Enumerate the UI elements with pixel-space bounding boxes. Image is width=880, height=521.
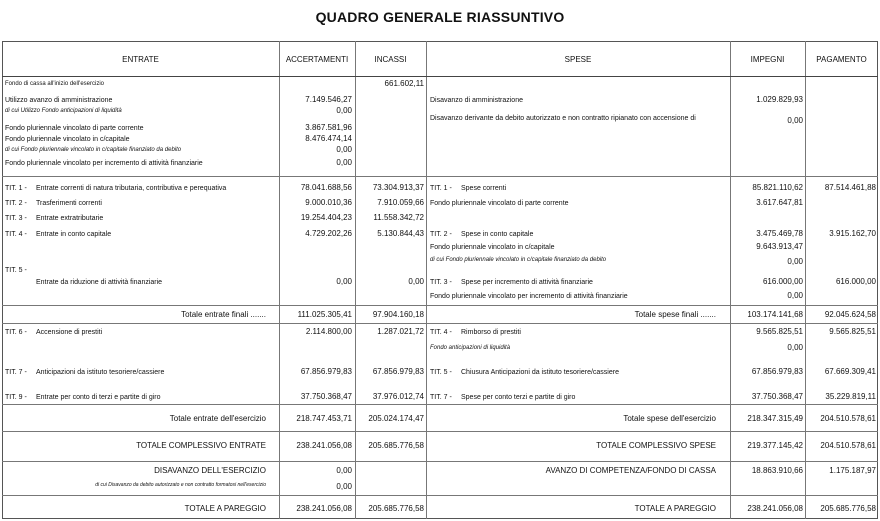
entrate-code: TIT. 9 - [5,394,27,401]
totale-complessivo-spese-label: TOTALE COMPLESSIVO SPESE [596,441,716,450]
spese-pagamento: 87.514.461,88 [824,183,876,192]
totale-spese-esercizio-label: Totale spese dell'esercizio [623,414,716,423]
spese-code: TIT. 1 - [430,185,452,192]
spese-impegni: 18.863.910,66 [751,466,803,475]
entrate-accertamenti: 238.241.056,08 [296,441,352,450]
spese-impegni: 219.377.145,42 [747,441,803,450]
spese-impegni: 0,00 [787,343,803,352]
entrate-incassi: 205.685.776,58 [368,441,424,450]
totale-entrate-finali-label: Totale entrate finali ....... [181,310,266,319]
spese-pagamento: 92.045.624,58 [824,310,876,319]
entrate-accertamenti: 0,00 [336,277,352,286]
spese-impegni: 1.029.829,93 [756,95,803,104]
spese-code: TIT. 7 - [430,394,452,401]
spese-label: Disavanzo derivante da debito autorizzato e non contratto ripianato con accensione di [430,115,696,122]
entrate-incassi: 7.910.059,66 [377,198,424,207]
spese-label: Fondo pluriennale vincolato di parte corrente [430,200,569,207]
spese-pagamento: 67.669.309,41 [824,367,876,376]
entrate-label: Utilizzo avanzo di amministrazione [5,97,113,104]
entrate-accertamenti: 238.241.056,08 [296,504,352,513]
entrate-code: TIT. 5 - [5,267,27,274]
header-pagamento: PAGAMENTO [816,55,867,64]
entrate-incassi: 1.287.021,72 [377,327,424,336]
spese-impegni: 3.475.469,78 [756,229,803,238]
disavanzo-esercizio-label: DISAVANZO DELL'ESERCIZIO [154,466,266,475]
spese-impegni: 218.347.315,49 [747,414,803,423]
spese-label: Fondo pluriennale vincolato per incremento di attività finanziarie [430,293,628,300]
entrate-incassi: 205.685.776,58 [368,504,424,513]
spese-label: Fondo anticipazioni di liquidità [430,345,511,351]
totale-pareggio-spese-label: TOTALE A PAREGGIO [634,504,716,513]
entrate-accertamenti: 3.867.581,96 [305,123,352,132]
entrate-incassi: 5.130.844,43 [377,229,424,238]
totale-complessivo-entrate-label: TOTALE COMPLESSIVO ENTRATE [136,441,266,450]
entrate-incassi: 73.304.913,37 [372,183,424,192]
entrate-accertamenti: 19.254.404,23 [300,213,352,222]
spese-impegni: 3.617.647,81 [756,198,803,207]
entrate-accertamenti: 7.149.546,27 [305,95,352,104]
entrate-accertamenti: 78.041.688,56 [300,183,352,192]
spese-impegni: 0,00 [787,291,803,300]
spese-label: Spese per conto terzi e partite di giro [461,394,576,401]
avanzo-competenza-label: AVANZO DI COMPETENZA/FONDO DI CASSA [545,466,716,475]
spese-pagamento: 616.000,00 [835,277,876,286]
spese-code: TIT. 4 - [430,329,452,336]
entrate-label: Fondo pluriennale vincolato in c/capitale [5,136,130,143]
spese-impegni: 9.565.825,51 [756,327,803,336]
entrate-accertamenti: 9.000.010,36 [305,198,352,207]
totale-spese-finali-label: Totale spese finali ....... [634,310,716,319]
entrate-accertamenti: 4.729.202,26 [305,229,352,238]
spese-impegni: 37.750.368,47 [751,392,803,401]
entrate-label: Fondo pluriennale vincolato di parte corrente [5,125,144,132]
entrate-label: Accensione di prestiti [36,329,103,336]
entrate-label: Fondo di cassa all'inizio dell'esercizio [5,81,105,87]
row-divider [2,176,878,177]
spese-impegni: 85.821.110,62 [752,183,803,192]
spese-label: Spese in conto capitale [461,231,534,238]
entrate-accertamenti: 0,00 [336,158,352,167]
entrate-accertamenti: 37.750.368,47 [300,392,352,401]
entrate-accertamenti: 8.476.474,14 [305,134,352,143]
row-divider [2,305,878,306]
entrate-label: Trasferimenti correnti [36,200,102,207]
entrate-incassi: 67.856.979,83 [372,367,424,376]
entrate-code: TIT. 4 - [5,231,27,238]
spese-pagamento: 1.175.187,97 [829,466,876,475]
spese-impegni: 103.174.141,68 [747,310,803,319]
entrate-label: Anticipazioni da istituto tesoriere/cassiere [36,369,165,376]
entrate-label: Fondo pluriennale vincolato per incremento di attività finanziarie [5,160,203,167]
entrate-accertamenti: 0,00 [336,106,352,115]
spese-pagamento: 205.685.776,58 [820,504,876,513]
spese-label: Chiusura Anticipazioni da istituto tesoriere/cassiere [461,369,619,376]
spese-impegni: 67.856.979,83 [751,367,803,376]
row-divider [2,461,878,462]
spese-code: TIT. 3 - [430,279,452,286]
entrate-accertamenti: 111.025.305,41 [297,310,352,319]
spese-code: TIT. 2 - [430,231,452,238]
entrate-label: Entrate extratributarie [36,215,104,222]
entrate-incassi: 37.976.012,74 [372,392,424,401]
spese-label: di cui Fondo pluriennale vincolato in c/capitale finanziato da debito [430,257,607,263]
disavanzo-di-cui-label: di cui Disavanzo da debito autorizzato e non contratto formatosi nell'esercizio [95,482,266,488]
spese-pagamento: 204.510.578,61 [820,441,876,450]
row-divider [2,76,878,77]
totale-entrate-esercizio-label: Totale entrate dell'esercizio [169,414,266,423]
row-divider [2,404,878,405]
row-divider [2,323,878,324]
entrate-code: TIT. 7 - [5,369,27,376]
entrate-label: di cui Fondo pluriennale vincolato in c/capitale finanziato da debito [5,147,182,153]
entrate-code: TIT. 3 - [5,215,27,222]
entrate-accertamenti: 0,00 [336,466,352,475]
row-divider [2,495,878,496]
entrate-accertamenti: 2.114.800,00 [305,327,352,336]
entrate-accertamenti: 0,00 [336,482,352,491]
header-spese: SPESE [564,55,592,64]
spese-pagamento: 204.510.578,61 [820,414,876,423]
header-accertamenti: ACCERTAMENTI [285,55,349,64]
spese-label: Disavanzo di amministrazione [430,97,523,104]
spese-impegni: 0,00 [787,116,803,125]
entrate-accertamenti: 67.856.979,83 [300,367,352,376]
page-title: QUADRO GENERALE RIASSUNTIVO [315,9,565,25]
entrate-incassi: 0,00 [408,277,424,286]
spese-label: Rimborso di prestiti [461,329,521,336]
spese-impegni: 9.643.913,47 [756,242,803,251]
entrate-label: Entrate da riduzione di attività finanziarie [36,279,163,286]
entrate-label: Entrate in conto capitale [36,231,112,238]
entrate-code: TIT. 6 - [5,329,27,336]
entrate-incassi: 205.024.174,47 [368,414,424,423]
spese-label: Spese per incremento di attività finanziarie [461,279,593,286]
entrate-incassi: 11.558.342,72 [373,213,424,222]
spese-impegni: 0,00 [787,257,803,266]
spese-label: Spese correnti [461,185,507,192]
spese-code: TIT. 5 - [430,369,452,376]
header-impegni: IMPEGNI [750,55,785,64]
entrate-incassi: 661.602,11 [384,79,424,88]
spese-label: Fondo pluriennale vincolato in c/capitale [430,244,555,251]
entrate-label: Entrate per conto di terzi e partite di giro [36,394,161,401]
row-divider [2,431,878,432]
spese-impegni: 616.000,00 [762,277,803,286]
spese-pagamento: 35.229.819,11 [825,392,876,401]
totale-pareggio-entrate-label: TOTALE A PAREGGIO [184,504,266,513]
spese-pagamento: 3.915.162,70 [829,229,876,238]
entrate-label: Entrate correnti di natura tributaria, contributiva e perequativa [36,185,227,192]
entrate-accertamenti: 218.747.453,71 [296,414,352,423]
entrate-label: di cui Utilizzo Fondo anticipazioni di liquidità [5,108,122,114]
spese-pagamento: 9.565.825,51 [829,327,876,336]
entrate-code: TIT. 1 - [5,185,27,192]
entrate-incassi: 97.904.160,18 [372,310,424,319]
header-incassi: INCASSI [374,55,407,64]
entrate-accertamenti: 0,00 [336,145,352,154]
spese-impegni: 238.241.056,08 [747,504,803,513]
entrate-code: TIT. 2 - [5,200,27,207]
header-entrate: ENTRATE [122,55,159,64]
